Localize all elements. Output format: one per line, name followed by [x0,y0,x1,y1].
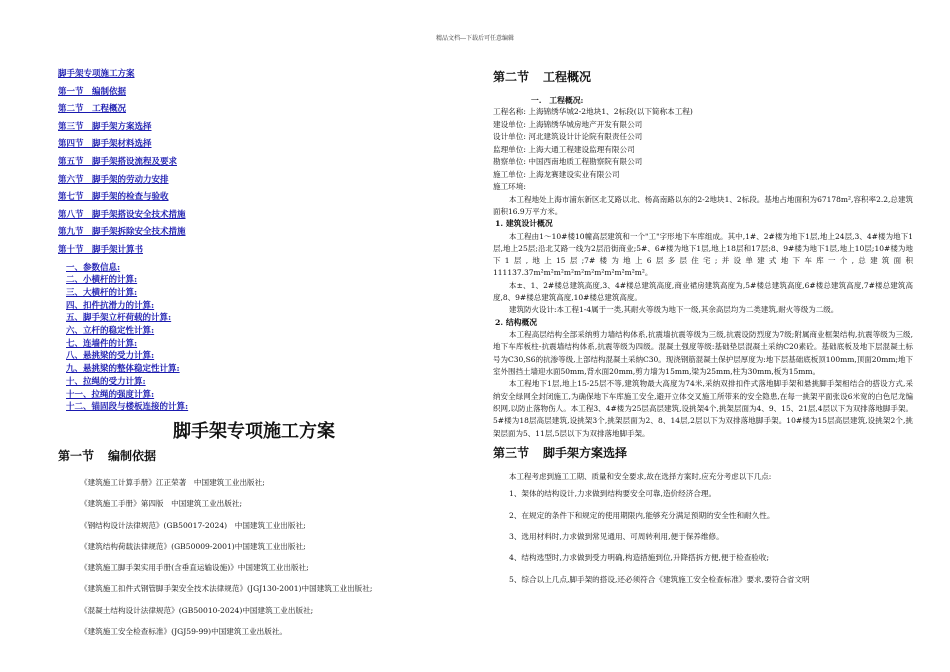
toc-link[interactable]: 第五节 脚手架搭设流程及要求 [58,156,178,167]
info-line: 施工单位: 上海龙赛建设实业有限公司 [493,169,620,179]
paragraph: 本工程由1～10#楼10幢高层建筑和一个"工"字形地下车库组成。其中,1#、2#楼为地下1层,地上24层,3、4#楼为地下1层,地上25层;沿北艾路一线为2层沿街商业;5#、6#楼为地下1层,地上18层和17层;8、9#楼为地下1层,地上10层;10#楼为地下1层,地上15层;7#楼为地上6层多层住宅;并设单建式地下车库一个,总建筑面积111137.37m²m²m²m²m²m²m²m²m²m²m²。 [493,231,913,278]
reference-list [58,472,450,642]
subheading: 2. 结构概况 [495,317,538,327]
section-title: 工程概况 [543,70,592,84]
toc-sublink[interactable]: 二、小横杆的计算: [66,275,138,286]
reference-item: 《混凝土结构设计法律规范》(GB50010-2024)中国建筑工业出版社; [80,605,314,615]
paragraph: 本工程高层结构全部采纳剪力墙结构体系,抗震墙抗震等级为三级,抗震设防烈度为7级;附属商业框架结构,抗震等级为三级,地下车库板柱-抗震墙结构体系,抗震等级为四级。混凝土强度等级:基础垫层混凝土采纳C20素砼。基础底板及地下层混凝土标号为C30,S6的抗渗等级,上部结构混凝土采纳C30。现浇钢筋混凝土保护层厚度为:地下层基础底板顶100mm,顶面20mm;地下室外围挡土墙迎水面50mm,背水面20mm,剪力墙为15mm,梁为25mm,柱为30mm,板为15mm。 [493,330,913,377]
reference-item: 《建筑施工计算手册》江正荣著 中国建筑工业出版社; [80,477,265,487]
list-item: 2、在规定的条件下和规定的使用期限内,能够充分满足预期的安全性和耐久性。 [509,510,775,520]
toc-sublink[interactable]: 十二、锚固段与楼板连接的计算: [66,402,189,413]
toc-link[interactable]: 第一节 编制依据 [58,86,127,97]
toc-link[interactable]: 脚手架专项施工方案 [58,69,135,79]
toc-sublink[interactable]: 八、悬挑梁的受力计算: [66,351,155,362]
reference-item: 《建筑结构荷载法律规范》(GB50009-2001)中国建筑工业出版社; [80,541,306,551]
toc-link[interactable]: 第四节 脚手架材料选择 [58,139,152,150]
info-line: 勘察单位: 中国西南地质工程勘察院有限公司 [493,157,643,166]
toc-link[interactable]: 第六节 脚手架的劳动力安排 [58,174,169,185]
paragraph: 本工程考虑到施工工期、质量和安全要求,故在选择方案时,应充分考虑以下几点: [509,471,772,481]
reference-item: 《建筑施工手册》第四版 中国建筑工业出版社; [80,499,243,509]
list-item: 3、选用材料时,力求做到常见通用、可周转利用,便于保养维修。 [509,531,724,541]
project-info [493,106,913,194]
paragraph: 本±、1、2#楼总建筑高度,3、4#楼总建筑高度,商业裙房建筑高度为,5#楼总建筑高度,6#楼总建筑高度,7#楼总建筑高度,8、9#楼总建筑高度,10#楼总建筑高度。 [493,280,913,303]
info-line: 设计单位: 河北建筑设计计论院有限责任公司 [493,132,643,141]
toc-sublink[interactable]: 三、大横杆的计算: [66,287,138,298]
toc-sublink[interactable]: 十一、拉绳的强度计算: [66,389,155,400]
info-line: 施工环境: [493,182,526,191]
list-item: 1、架体的结构设计,力求做到结构要安全可靠,造价经济合理。 [509,489,717,499]
toc-link[interactable]: 第九节 脚手架拆除安全技术措施 [58,227,186,238]
reference-item: 《建筑施工安全检查标准》(JGJ59-99)中国建筑工业出版社。 [80,627,288,637]
list-item: 5、综合以上几点,脚手架的搭设,还必须符合《建筑施工安全检查标准》要求,要符合省文明 [509,574,810,584]
document-title: 脚手架专项施工方案 [173,420,335,442]
section-title: 编制依据 [108,448,157,463]
section-number: 第一节 [58,448,95,463]
subheading: 1. 建筑设计概况 [495,219,553,229]
left-column [58,66,450,642]
section-heading-1 [58,447,450,464]
info-line: 监理单位: 上海大通工程建设监理有限公司 [493,144,635,154]
info-line: 建设单位: 上海锦绣华城房地产开发有限公司 [493,119,643,129]
consideration-list [493,483,913,590]
list-item: 4、结构选型时,力求做到受力明确,构造措施到位,升降搭拆方便,便于检查验收; [509,553,770,563]
page-header: 精品文档---下载后可任意编辑 [435,35,515,42]
toc-sublink[interactable]: 一、参数信息: [66,262,121,273]
section-number: 第二节 [493,70,530,84]
toc-subsections [66,262,450,414]
paragraph: 建筑防火设计:本工程1-4属于一类,其耐火等级为地下一级,其余高层均为二类建筑,耐火等级为二级。 [509,305,839,315]
section-title: 脚手架方案选择 [543,445,628,460]
toc-sublink[interactable]: 四、扣件抗滑力的计算: [66,300,155,311]
table-of-contents [58,66,450,414]
toc-link[interactable]: 第三节 脚手架方案选择 [58,121,152,132]
reference-item: 《建筑施工脚手架实用手册(含垂直运输设施)》中国建筑工业出版社; [80,563,309,573]
toc-link[interactable]: 第二节 工程概况 [58,104,127,115]
toc-link[interactable]: 第八节 脚手架搭设安全技术措施 [58,209,186,220]
paragraph: 本工程地处上海市浦东新区北艾路以北、杨高南路以东的2-2地块1、2标段。基地占地面积为67178m²,容积率2.2,总建筑面积16.9万平方米。 [493,194,913,216]
toc-sublink[interactable]: 七、连墙件的计算: [66,338,138,349]
reference-item: 《钢结构设计法律规范》(GB50017-2024) 中国建筑工业出版社; [80,520,306,530]
toc-sublink[interactable]: 六、立杆的稳定性计算: [66,326,155,337]
subsection-heading: 一. 工程概况: [531,96,584,105]
section-heading-3 [493,444,913,461]
section-number: 第三节 [493,445,530,460]
toc-sublink[interactable]: 九、悬挑梁的整体稳定性计算: [66,364,180,375]
toc-sublink[interactable]: 五、脚手架立杆荷载的计算: [66,313,172,324]
toc-link[interactable]: 第七节 脚手架的检查与验收 [58,192,169,203]
section-heading-2 [493,68,913,85]
toc-sublink[interactable]: 十、拉绳的受力计算: [66,376,146,387]
right-column [493,66,913,590]
info-line: 工程名称: 上海锦绣华城2-2地块1、2标段(以下简称本工程) [493,107,693,116]
paragraph: 本工程地下1层,地上15-25层不等,建筑物最大高度为74米,采纳双排扣件式落地脚手架和悬挑脚手架相结合的搭设方式,采纳安全绿网全封闭施工,为确保地下车库施工安全,避开立体交叉施工所带来的安全隐患,在每一挑架平面张设6米宽的白色尼龙编织网,以防止落物伤人。本工程3、4#楼为25层高层建筑,设挑架4个,挑架层面为4、9、15、21层,4层以下为双排落地脚手架。5#楼为18层高层建筑,设挑架3个,挑架层面为2、8、14层,2层以下为双排落地脚手架。10#楼为15层高层建筑,设挑架2个,挑架层面为5、11层,5层以下为双排落地脚手架。 [493,379,913,438]
toc-link[interactable]: 第十节 脚手架计算书 [58,244,144,255]
reference-item: 《建筑施工扣件式钢管脚手架安全技术法律规范》(JGJ130-2001)中国建筑工业出版社; [80,584,373,594]
